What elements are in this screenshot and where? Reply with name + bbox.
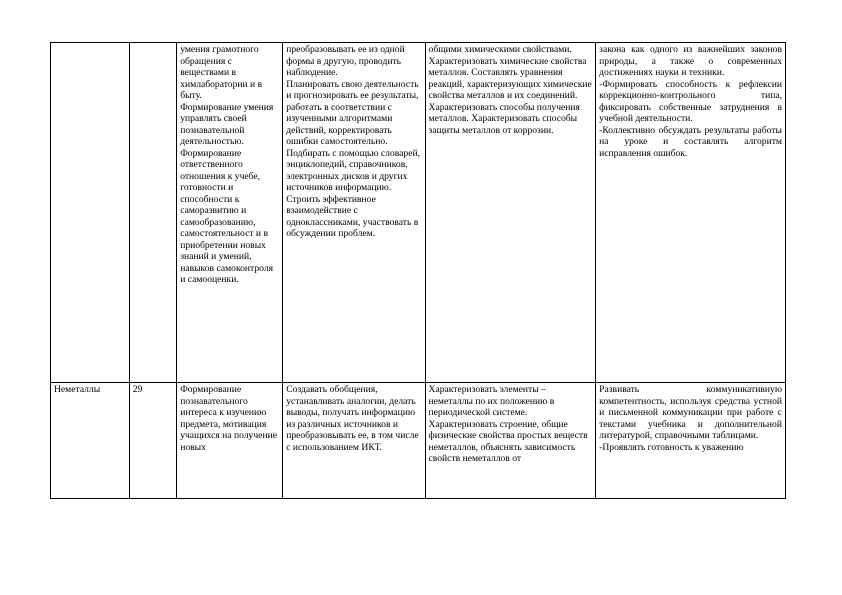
curriculum-table — [50, 42, 786, 499]
cell-paragraph: умения грамотного обращения с веществами в химлаборатории и в быту. — [180, 44, 263, 101]
cell-paragraph: Развивать коммуникативную компетентность, используя средства устной и письменной коммуникации при работе с текстами учебника и дополнительной литературой, справочными таблицами. — [599, 384, 782, 441]
personal-results-cell — [177, 43, 283, 383]
cell-paragraph: Формирование ответственного отношения к учебе, готовности и способности к саморазвитию и самообразованию, самостоятельност и в приобретении новых знаний и умений, навыков самоконтроля и самооценки. — [180, 147, 274, 285]
topic-cell — [51, 383, 130, 499]
cell-paragraph: -Проявлять готовность к уважению — [599, 441, 744, 453]
topic-text: Неметаллы — [54, 384, 101, 395]
meta-results-cell — [283, 383, 425, 499]
hours-text: 29 — [132, 384, 143, 395]
subject-results-cell — [425, 383, 596, 499]
cell-paragraph: закона как одного из важнейших законов природы, а также о современных достижениях науки и техники. — [599, 44, 782, 78]
subject-results-cell — [425, 43, 596, 383]
topic-cell — [51, 43, 130, 383]
activities-cell — [596, 383, 786, 499]
cell-paragraph: Планировать свою деятельность и прогнозировать ее результаты, работать в соответствии с изученными алгоритмами действий, корректировать ошибки самостоятельно. — [286, 78, 419, 147]
cell-paragraph: общими химическими свойствами. Характеризовать химические свойства металлов. Составлять уравнения реакций, характеризующих химические свойства металлов и их соединений. Характеризовать способы получения металлов. Характеризовать способы защиты металлов от коррозии. — [428, 44, 592, 136]
hours-cell — [129, 383, 176, 499]
cell-paragraph: Формирование познавательного интереса к изучению предмета, мотивация учащихся на получение новых — [180, 384, 277, 453]
cell-paragraph: -Коллективно обсуждать результаты работы на уроке и составлять алгоритм исправления ошибок. — [599, 124, 782, 159]
cell-paragraph: Характеризовать строение, общие физические свойства простых веществ неметаллов, объяснять зависимость свойств неметаллов от — [428, 418, 588, 464]
cell-paragraph: -Формировать способность к рефлексии коррекционно-контрольного типа, фиксировать собственные затруднения в учебной деятельности. — [599, 78, 782, 124]
table-row — [51, 43, 786, 383]
hours-cell — [129, 43, 176, 383]
cell-paragraph: Подбирать с помощью словарей, энциклопедий, справочников, электронных дисков и других источников информацию. Строить эффективное взаимодействие с одноклассниками, участвовать в обсуждении проблем. — [286, 147, 420, 239]
table-row — [51, 383, 786, 499]
cell-paragraph: Формирование умения управлять своей познавательной деятельностью. — [180, 101, 274, 147]
activities-cell — [596, 43, 786, 383]
cell-paragraph: Создавать обобщения, устанавливать аналогии, делать выводы, получать информацию из различных источников и преобразовывать ее, в том числе с использованием ИКТ. — [286, 384, 419, 453]
personal-results-cell — [177, 383, 283, 499]
cell-paragraph: Характеризовать элементы – неметаллы по их положению в периодической системе. — [428, 384, 555, 418]
meta-results-cell — [283, 43, 425, 383]
cell-paragraph: преобразовывать ее из одной формы в другую, проводить наблюдение. — [286, 44, 405, 78]
